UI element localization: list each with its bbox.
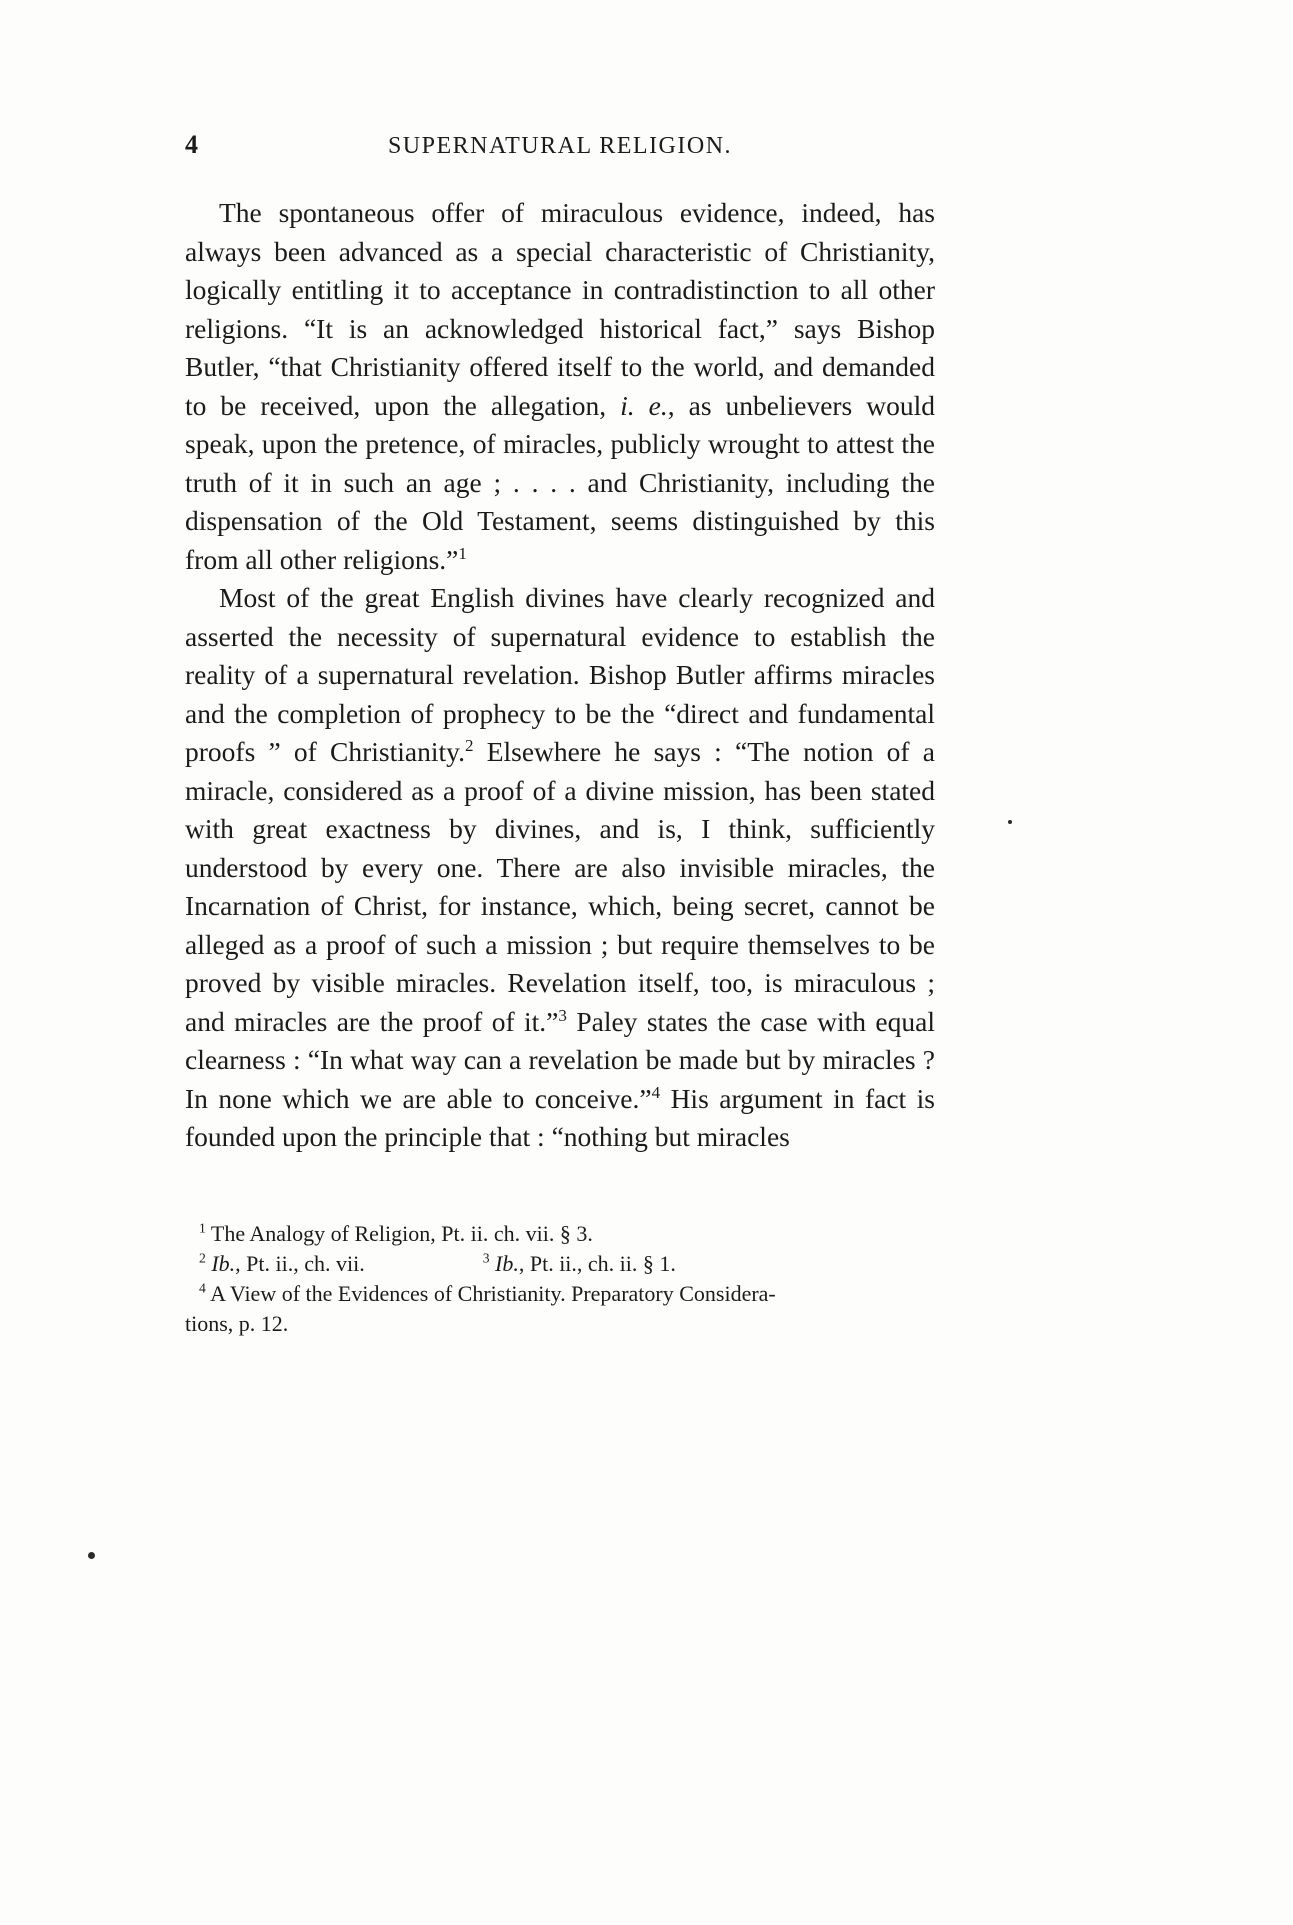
footnote-continuation: tions, p. 12. [185, 1310, 289, 1336]
paragraph: The spontaneous offer of miraculous evidence, indeed, has always been advanced as a special characteristic of Christianity, logically entitling it to acceptance in contradistinction to all other religions. “It is an acknowledged historical fact,” says Bishop Butler, “that Christianity offered itself to the world, and demanded to be received, upon the allegation, i. e., as unbelievers would speak, upon the pretence, of miracles, publicly wrought to attest the truth of it in such an age ; . . . . and Christianity, including the dispensation of the Old Testament, seems distinguished by this from all other religions.”$^1$ [185, 197, 935, 575]
running-title: SUPERNATURAL RELIGION. [387, 133, 733, 159]
footnote: $^1$ The Analogy of Religion, Pt. ii. ch. vii. § 3. [199, 1220, 593, 1246]
ink-speck [88, 1552, 95, 1559]
footnotes [185, 1219, 935, 1339]
page-header [185, 128, 935, 164]
ink-speck [1008, 820, 1012, 824]
page-body [185, 194, 935, 1157]
footnote: $^4$ A View of the Evidences of Christianity. Preparatory Considera- [199, 1280, 776, 1306]
paragraph: Most of the great English divines have clearly recognized and asserted the necessity of supernatural evidence to establish the reality of a supernatural revelation. Bishop Butler affirms miracles and the completion of prophecy to be the “direct and fundamental proofs ” of Christianity.$^2$ Elsewhere he says : “The notion of a miracle, considered as a proof of a divine mission, has been stated with great exactness by divines, and is, I think, sufficiently understood by every one. There are also invisible miracles, the Incarnation of Christ, for instance, which, being secret, cannot be alleged as a proof of such a mission ; but require themselves to be proved by visible miracles. Revelation itself, too, is miraculous ; and miracles are the proof of it.”$^3$ Paley states the case with equal clearness : “In what way can a revelation be made but by miracles ? In none which we are able to conceive.”$^4$ His argument in fact is founded upon the principle that : “nothing but miracles [185, 582, 936, 1152]
page-number: 4 [185, 130, 198, 159]
footnote: $^2$ Ib., Pt. ii., ch. vii. $^3$ Ib., Pt. ii., ch. ii. § 1. [199, 1250, 676, 1276]
